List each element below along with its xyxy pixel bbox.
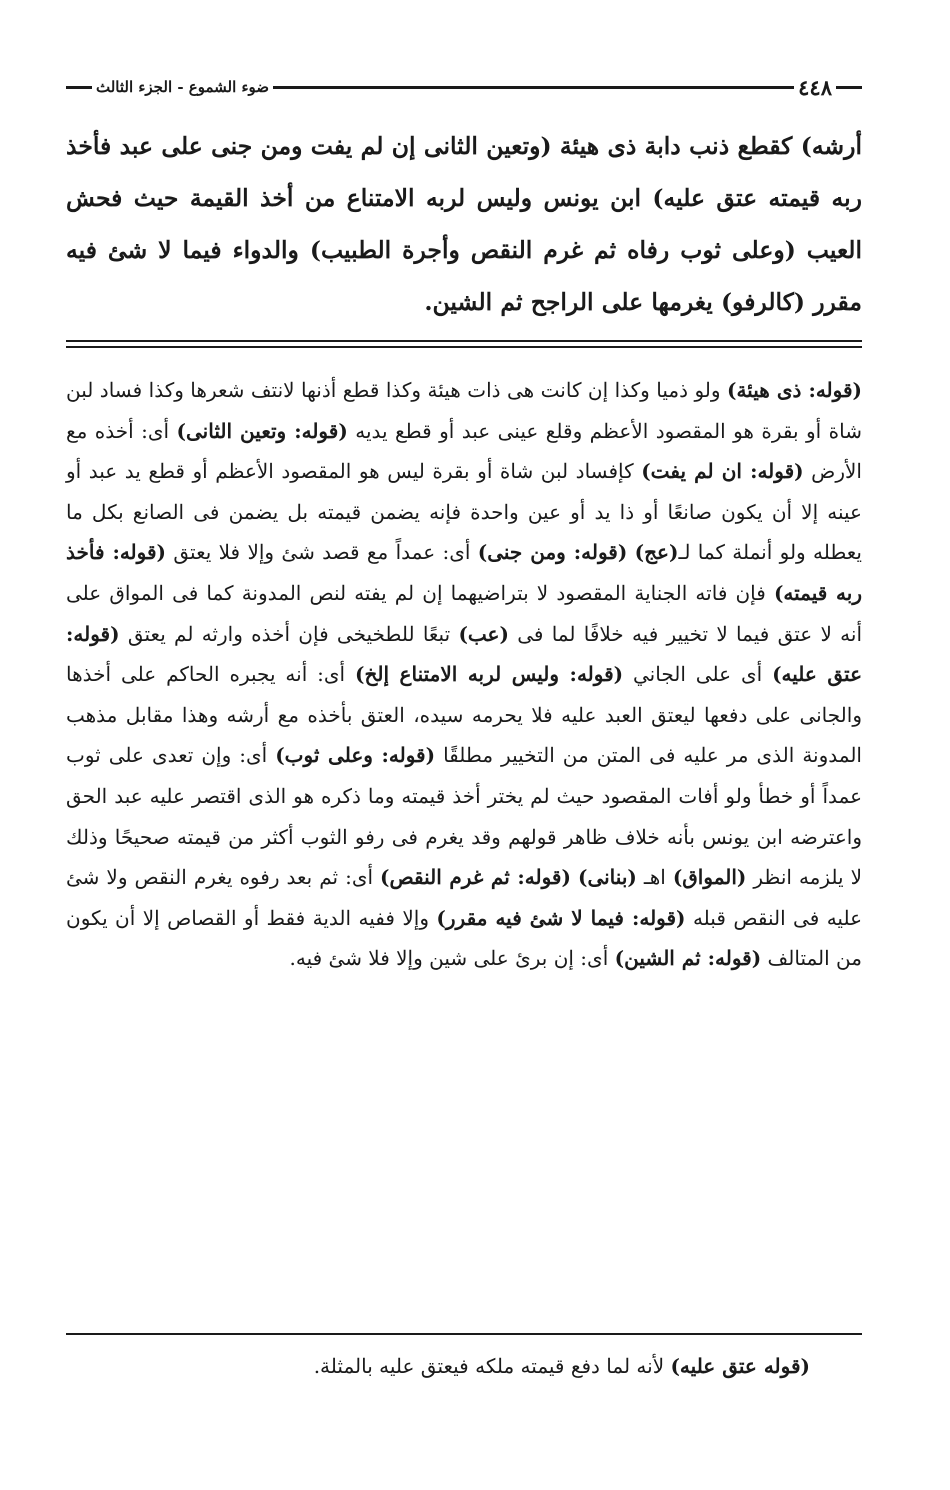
commentary-segment: أى: إن برئ على شين وإلا فلا شئ فيه. bbox=[289, 946, 615, 971]
commentary-text bbox=[66, 370, 862, 979]
commentary-segment: أى: ثم بعد رفوه يغرم النقص ولا شئ عليه فى النقص قبله bbox=[66, 865, 863, 930]
commentary-segment: أى: أنه يجبره الحاكم على أخذها والجانى على دفعها ليعتق العبد عليه فلا يحرمه سيده، العتق بأخذه مع أرشه وهذا مقابل مذهب المدونة الذى مر عليه فى المتن من التخيير مطلقًا bbox=[66, 662, 862, 768]
quote-heading: (قوله: فأخذ ربه قيمته) bbox=[66, 540, 862, 605]
quote-heading: (قوله: ذى هيئة) bbox=[727, 378, 863, 402]
quote-heading: (قوله: عتق عليه) bbox=[66, 621, 862, 687]
footnote-separator bbox=[66, 1333, 862, 1335]
separator-double-bottom bbox=[66, 346, 862, 348]
header-rule-left bbox=[66, 86, 92, 89]
commentary-segment: أى على الجاني bbox=[623, 662, 773, 687]
quote-heading: (قوله: ان لم يفت) bbox=[641, 459, 804, 484]
separator-double-top bbox=[66, 340, 862, 342]
header-rule-middle bbox=[273, 86, 794, 89]
commentary-segment: فإن فاته الجناية المقصود لا بتراضيهما إن لم يفته لنص المدونة كما فى المواق على أنه لا عتق فيما لا تخيير فيه خلافًا لما فى bbox=[66, 580, 862, 646]
quote-heading: (قوله: وعلى ثوب) bbox=[275, 743, 436, 768]
commentary-segment bbox=[571, 865, 578, 889]
quote-heading: (قوله: ثم الشين) bbox=[614, 946, 762, 971]
page-number: ٤٤٨ bbox=[798, 74, 832, 100]
quote-heading: (قوله: وليس لربه الامتناع إلخ) bbox=[355, 662, 624, 687]
footnote bbox=[66, 1346, 862, 1386]
commentary-segment bbox=[627, 540, 634, 564]
quote-heading: (قوله: وتعين الثانى) bbox=[176, 418, 348, 443]
header-rule-right bbox=[836, 86, 862, 89]
commentary-segment: أى: أخذه مع الأرض bbox=[66, 418, 862, 484]
commentary-segment: أى: وإن تعدى على ثوب عمداً أو خطأ ولو أفات المقصود حيث لم يختر أخذ قيمته وما ذكره هو الذى اقتصر عليه عبد الحق واعترضه ابن يونس بأنه خلاف ظاهر قولهم وقد يغرم فى رفو الثوب أكثر من قيمته صحيحًا وذلك لا يلزمه انظر bbox=[66, 743, 863, 890]
commentary-segment: كإفساد لبن شاة أو بقرة ليس هو المقصود الأعظم أو قطع يد عبد أو عينه إلا أن يكون صانعًا أو ذا يد أو عين واحدة فإنه يضمن قيمته بل يضمن فى الصانع بكل ما يعطله ولو أنملة كما لـ bbox=[66, 459, 862, 565]
running-title: ضوء الشموع - الجزء الثالث bbox=[96, 78, 270, 96]
commentary-segment: اهـ bbox=[636, 865, 673, 890]
main-text: أرشه) كقطع ذنب دابة ذى هيئة (وتعين الثانى إن لم يفت ومن جنى على عبد فأخذ ربه قيمته عتق عليه) ابن يونس وليس لربه الامتناع من أخذ القيمة حيث فحش العيب (وعلى ثوب رفاه ثم غرم النقص وأجرة الطبيب) والدواء فيما لا شئ فيه مقرر (كالرفو) يغرمها على الراجح ثم الشين. bbox=[66, 132, 862, 316]
footnote-text: لأنه لما دفع قيمته ملكه فيعتق عليه بالمثلة. bbox=[313, 1354, 671, 1378]
quote-heading: (قوله: ثم غرم النقص) bbox=[380, 865, 571, 890]
commentary-segment: وإلا ففيه الدية فقط أو القصاص إلا أن يكون من المتالف bbox=[66, 905, 862, 971]
quote-heading: (بنانى) bbox=[577, 865, 637, 890]
commentary-segment: أى: عمداً مع قصد شئ وإلا فلا يعتق bbox=[166, 540, 478, 565]
quote-heading: (عب) bbox=[458, 621, 509, 646]
running-header bbox=[66, 72, 862, 102]
commentary-segment: ولو ذميا وكذا إن كانت هى ذات هيئة وكذا قطع أذنها لانتف شعرها وكذا فساد لبن شاة أو بقرة هو المقصود الأعظم وقلع عينى عبد أو قطع يديه bbox=[66, 378, 863, 443]
footnote-label: (قوله عتق عليه) bbox=[670, 1354, 810, 1378]
quote-heading: (المواق) bbox=[672, 865, 747, 890]
quote-heading: (قوله: فيما لا شئ فيه مقرر) bbox=[436, 905, 686, 930]
commentary-segment: تبعًا للطخيخى فإن أخذه وارثه لم يعتق bbox=[119, 621, 459, 646]
quote-heading: (قوله: ومن جنى) bbox=[477, 540, 628, 565]
quote-heading: (عج) bbox=[634, 540, 679, 565]
